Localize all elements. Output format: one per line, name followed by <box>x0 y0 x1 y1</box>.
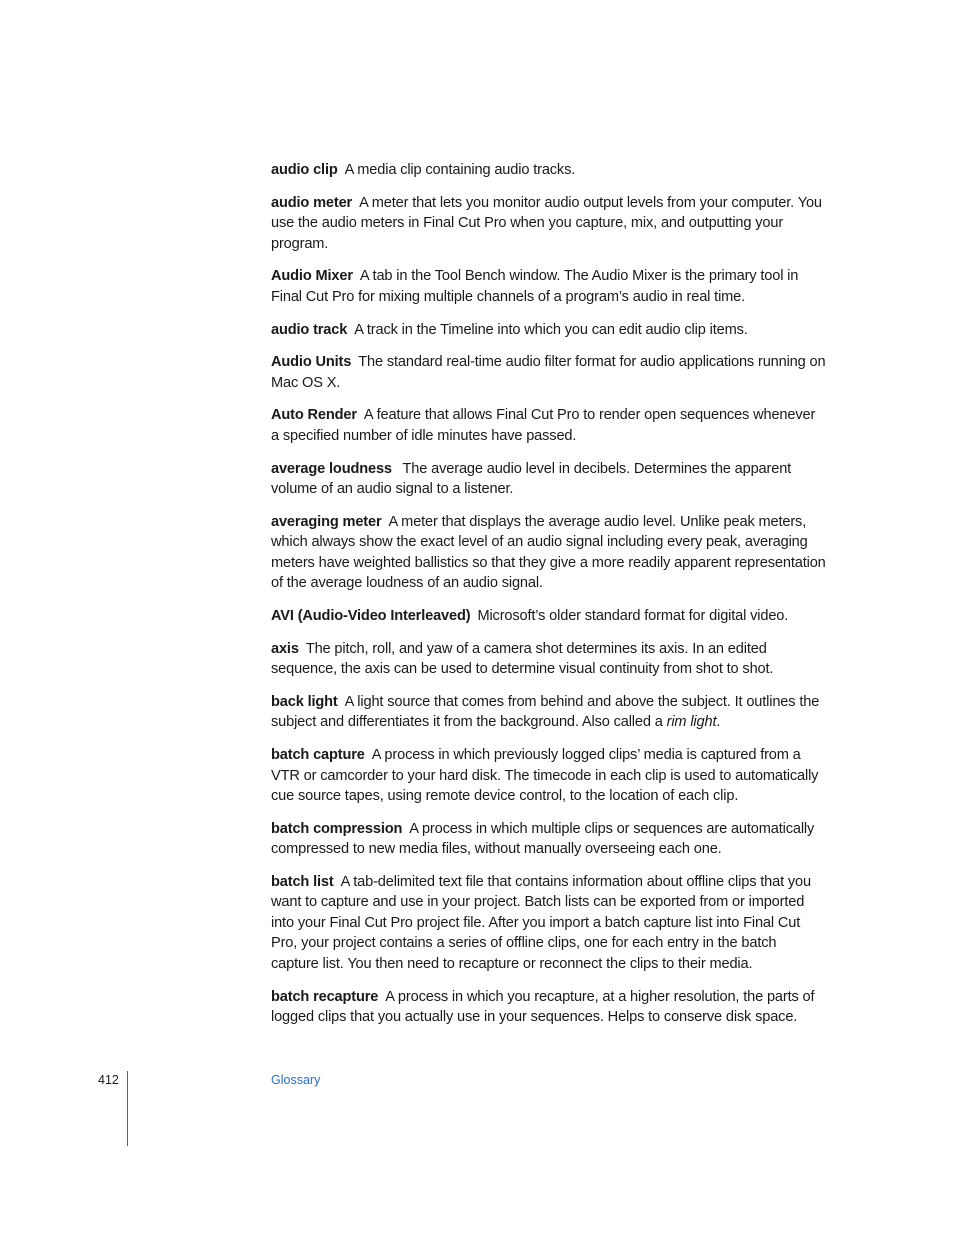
glossary-entry <box>271 819 827 860</box>
glossary-term: averaging meter <box>271 513 382 530</box>
glossary-term: Audio Mixer <box>271 268 353 285</box>
glossary-definition: A light source that comes from behind and above the subject. It outlines the subject and differentiates it from the background. Also called a <box>271 693 820 731</box>
glossary-definition: A process in which previously logged clips’ media is captured from a VTR or camcorder to your hard disk. The timecode in each clip is used to automatically cue source tapes, using remote device control, to the location of each clip. <box>271 747 819 805</box>
glossary-emphasis: rim light <box>666 714 717 731</box>
glossary-definition: A tab-delimited text file that contains information about offline clips that you want to capture and use in your project. Batch lists can be exported from or imported into your Final Cut Pro project file. After you import a batch capture list into Final Cut Pro, your project contains a series of offline clips, one for each entry in the batch capture list. You then need to recapture or reconnect the clips to their media. <box>271 873 811 972</box>
glossary-definition: A meter that displays the average audio level. Unlike peak meters, which always show the exact level of an audio signal including every peak, averaging meters have weighted ballistics so that they give a more readily apparent representation of the average loudness of an audio signal. <box>271 513 826 592</box>
glossary-definition: A process in which multiple clips or sequences are automatically compressed to new media files, without manually overseeing each one. <box>271 820 815 858</box>
glossary-term: back light <box>271 693 338 710</box>
glossary-entry <box>271 266 827 307</box>
glossary-entry <box>271 692 827 733</box>
glossary-entry <box>271 160 827 181</box>
glossary-definition: The standard real-time audio filter format for audio applications running on Mac OS X. <box>271 354 826 391</box>
glossary-term: AVI (Audio-Video Interleaved) <box>271 608 471 624</box>
glossary-definition: The pitch, roll, and yaw of a camera shot determines its axis. In an edited sequence, the axis can be used to determine visual continuity from shot to shot. <box>271 640 774 678</box>
glossary-entry <box>271 459 827 500</box>
footer-section-title: Glossary <box>271 1073 321 1087</box>
glossary-term: Auto Render <box>271 407 357 424</box>
glossary-entry <box>271 405 827 446</box>
glossary-term: average loudness <box>271 460 392 477</box>
glossary-entry <box>271 512 827 594</box>
glossary-entry <box>271 352 827 393</box>
glossary-term: batch recapture <box>271 988 379 1005</box>
glossary-definition: A process in which you recapture, at a higher resolution, the parts of logged clips that you actually use in your sequences. Helps to conserve disk space. <box>271 988 815 1026</box>
glossary-term: axis <box>271 640 299 657</box>
glossary-entry <box>271 987 827 1028</box>
glossary-definition-end: . <box>716 714 721 731</box>
glossary-definition: A media clip containing audio tracks. <box>344 162 576 178</box>
glossary-definition: Microsoft’s older standard format for digital video. <box>477 608 789 624</box>
footer-divider <box>127 1071 128 1146</box>
glossary-term: audio track <box>271 321 348 338</box>
glossary-term: batch list <box>271 873 334 890</box>
glossary-entry <box>271 872 827 975</box>
glossary-term: audio clip <box>271 162 338 178</box>
glossary-entry <box>271 193 827 255</box>
glossary-definition: A tab in the Tool Bench window. The Audio Mixer is the primary tool in Final Cut Pro for mixing multiple channels of a program’s audio in real time. <box>271 268 799 305</box>
glossary-definition: A track in the Timeline into which you can edit audio clip items. <box>354 321 748 338</box>
glossary-definition: The average audio level in decibels. Determines the apparent volume of an audio signal to a listener. <box>271 460 792 498</box>
glossary-term: Audio Units <box>271 354 352 371</box>
glossary-entry <box>271 745 827 807</box>
glossary-entry <box>271 606 827 627</box>
glossary-definition: A feature that allows Final Cut Pro to render open sequences whenever a specified number of idle minutes have passed. <box>271 407 816 444</box>
glossary-entry <box>271 639 827 680</box>
glossary-entry <box>271 320 827 341</box>
page-number: 412 <box>98 1073 119 1087</box>
glossary-definition: A meter that lets you monitor audio output levels from your computer. You use the audio meters in Final Cut Pro when you capture, mix, and outputting your program. <box>271 194 822 252</box>
glossary-term: batch compression <box>271 820 403 837</box>
glossary-term: audio meter <box>271 194 353 211</box>
glossary-list <box>271 160 827 1040</box>
glossary-term: batch capture <box>271 747 365 764</box>
